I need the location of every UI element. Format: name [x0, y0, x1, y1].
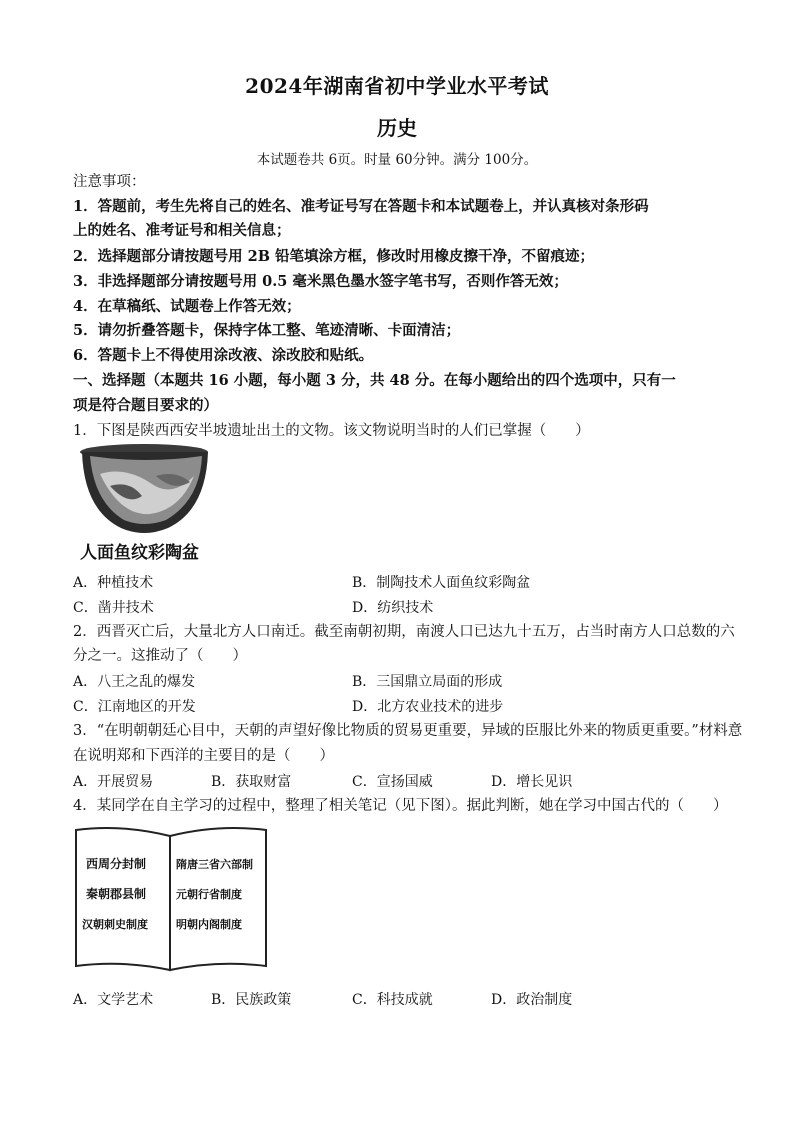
note-item: 1．答题前，考生先将自己的姓名、准考证号写在答题卡和本试题卷上，并认真核对条形码: [73, 198, 649, 215]
note-item: 2．选择题部分请按题号用 2B 铅笔填涂方框，修改时用橡皮擦干净，不留痕迹；: [73, 248, 595, 265]
q1-option-a: A．种植技术: [73, 575, 154, 591]
q3-option-b: B．获取财富: [211, 774, 292, 790]
q2-option-a: A．八王之乱的爆发: [73, 674, 196, 690]
note-item: 上的姓名、准考证号和相关信息；: [73, 222, 291, 239]
exam-meta: 本试题卷共 6页。时量 60分钟。满分 100分。: [256, 152, 538, 168]
note-right-3: 明朝内阁制度: [176, 918, 242, 931]
note-left-3: 汉朝刺史制度: [82, 918, 148, 931]
q3-option-c: C．宣扬国威: [352, 774, 433, 790]
note-left-2: 秦朝郡县制: [86, 887, 147, 901]
q1-option-d: D．纺织技术: [352, 600, 434, 616]
note-left-1: 西周分封制: [86, 857, 147, 871]
q2-stem-cont: 分之一。这推动了（ ）: [73, 648, 247, 664]
note-item: 5．请勿折叠答题卡，保持字体工整、笔迹清晰、卡面清洁；: [73, 322, 461, 339]
note-right-1: 隋唐三省六部制: [176, 858, 253, 871]
q1-option-c: C．凿井技术: [73, 600, 154, 616]
pottery-caption: 人面鱼纹彩陶盆: [80, 543, 199, 563]
exam-title: 2024年湖南省初中学业水平考试: [245, 74, 549, 98]
q1-option-b: B．制陶技术人面鱼纹彩陶盆: [352, 575, 531, 591]
q3-option-a: A．开展贸易: [73, 774, 154, 790]
q2-option-c: C．江南地区的开发: [73, 699, 196, 715]
note-item: 3．非选择题部分请按题号用 0.5 毫米黑色墨水签字笔书写，否则作答无效；: [73, 273, 568, 290]
section-heading: 一、选择题（本题共 16 小题，每小题 3 分，共 48 分。在每小题给出的四个选项中，只有一: [73, 372, 676, 389]
note-item: 6．答题卡上不得使用涂改液、涂改胶和贴纸。: [73, 347, 374, 364]
q3-stem: 3．“在明朝朝廷心目中，天朝的声望好像比物质的贸易更重要，异域的臣服比外来的物质更重要。”材料意: [73, 723, 743, 739]
q2-option-b: B．三国鼎立局面的形成: [352, 674, 503, 690]
exam-subject: 历史: [377, 116, 417, 140]
q4-option-a: A．文学艺术: [73, 992, 154, 1008]
notes-heading: 注意事项：: [73, 174, 146, 190]
note-right-2: 元朝行省制度: [176, 888, 242, 901]
pottery-basin-icon: [76, 440, 216, 565]
q3-option-d: D．增长见识: [491, 774, 573, 790]
q3-stem-cont: 在说明郑和下西洋的主要目的是（ ）: [73, 748, 334, 764]
q4-option-c: C．科技成就: [352, 992, 433, 1008]
q4-option-b: B．民族政策: [211, 992, 292, 1008]
q2-stem: 2．西晋灭亡后，大量北方人口南迁。截至南朝初期，南渡人口已达九十五万，占当时南方人口总数的六: [73, 624, 735, 640]
pottery-basin-image: [76, 440, 216, 565]
q4-option-d: D．政治制度: [491, 992, 573, 1008]
open-book-icon: [72, 822, 282, 987]
section-heading-cont: 项是符合题目要求的）: [73, 397, 218, 414]
q4-stem: 4．某同学在自主学习的过程中，整理了相关笔记（见下图）。据此判断，她在学习中国古代的（ ）: [73, 798, 728, 814]
notebook-image: [72, 822, 282, 987]
q1-stem: 1．下图是陕西西安半坡遗址出土的文物。该文物说明当时的人们已掌握（ ）: [73, 423, 590, 439]
q2-option-d: D．北方农业技术的进步: [352, 699, 504, 715]
note-item: 4．在草稿纸、试题卷上作答无效；: [73, 298, 301, 315]
